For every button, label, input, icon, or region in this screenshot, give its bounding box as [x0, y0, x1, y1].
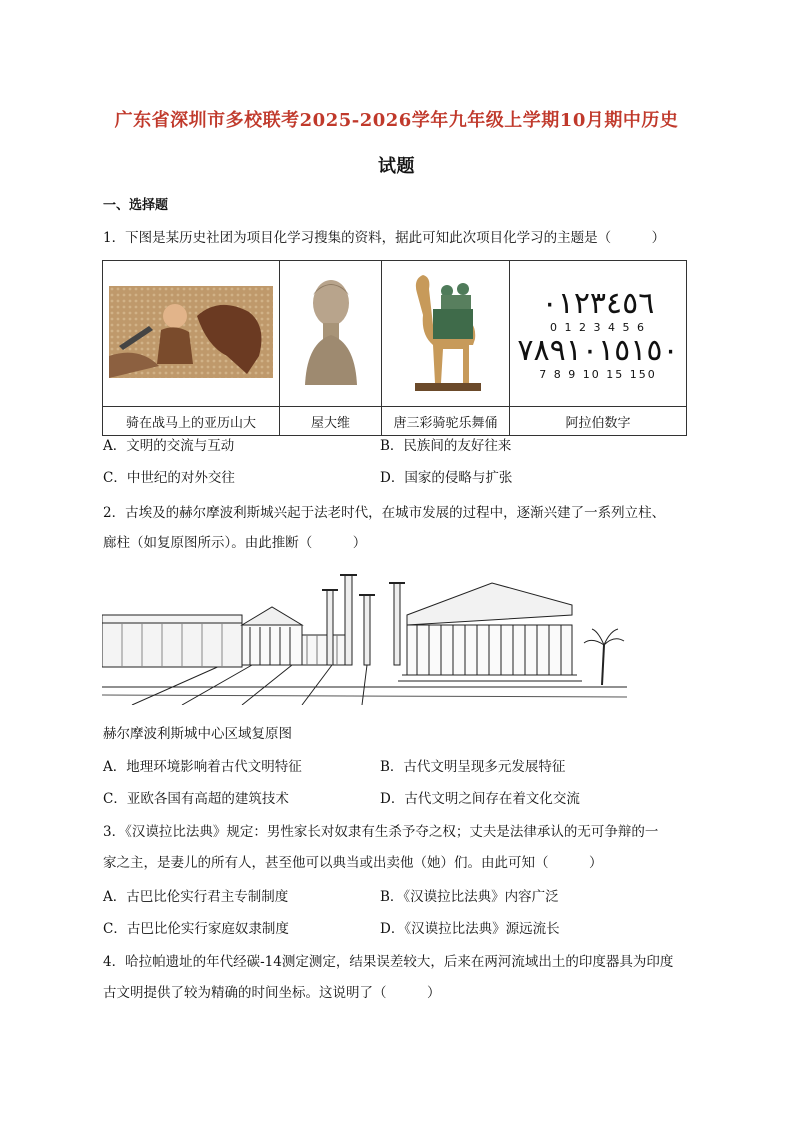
arabic-digits-row1: ٠١٢٣٤٥٦	[541, 285, 655, 321]
q1-option-d: D．国家的侵略与扩张	[380, 470, 513, 486]
q2-option-d: D．古代文明之间存在着文化交流	[380, 791, 580, 807]
q1-option-c: C．中世纪的对外交往	[103, 470, 235, 486]
latin-digits-row2: 7 8 9 10 15 150	[539, 367, 657, 381]
section-heading: 一、选择题	[103, 198, 169, 213]
q2-option-a: A．地理环境影响着古代文明特征	[103, 759, 302, 775]
q1-option-a: A．文明的交流与互动	[103, 438, 235, 454]
latin-digits-row1: 0 1 2 3 4 5 6	[550, 320, 646, 334]
q1-option-b: B．民族间的友好往来	[380, 438, 512, 454]
q2-option-c: C．亚欧各国有高超的建筑技术	[103, 791, 289, 807]
q2-stem-line2: 廊柱（如复原图所示）。由此推断（ ）	[103, 535, 367, 551]
q2-option-b: B．古代文明呈现多元发展特征	[380, 759, 566, 775]
q3-stem-line1: 3．《汉谟拉比法典》规定：男性家长对奴隶有生杀予夺之权；丈夫是法律承认的无可争辩的一	[103, 824, 659, 840]
q4-stem-line1: 4．哈拉帕遗址的年代经碳-14测定测定，结果误差较大，后来在两河流域出土的印度器具为印度	[103, 954, 674, 970]
q1-stem: 1．下图是某历史社团为项目化学习搜集的资料，据此可知此次项目化学习的主题是（ ）	[103, 230, 666, 246]
alexander-mosaic-image	[103, 261, 280, 407]
q2-stem-line1: 2．古埃及的赫尔摩波利斯城兴起于法老时代，在城市发展的过程中，逐渐兴建了一系列立柱、	[103, 505, 666, 521]
q3-option-c: C．古巴比伦实行家庭奴隶制度	[103, 921, 289, 937]
alexander-mosaic-icon	[109, 286, 273, 378]
q3-option-d: D．《汉谟拉比法典》源远流长	[380, 921, 560, 937]
caption-octavian: 屋大维	[280, 407, 382, 436]
q3-option-b: B．《汉谟拉比法典》内容广泛	[380, 889, 559, 905]
q4-stem-line2: 古文明提供了较为精确的时间坐标。这说明了（ ）	[103, 985, 441, 1001]
caption-arabic-numerals: 阿拉伯数字	[510, 407, 687, 436]
arabic-digits-row2: ٧٨٩١٠١٥١٥٠	[517, 332, 679, 368]
q1-image-table	[102, 260, 687, 436]
caption-alexander: 骑在战马上的亚历山大	[103, 407, 280, 436]
tang-camel-figure-image	[382, 261, 510, 407]
arabic-numerals-image	[510, 261, 687, 407]
q3-option-a: A．古巴比伦实行君主专制制度	[103, 889, 289, 905]
doc-title-line2: 试题	[378, 156, 415, 177]
bust-icon	[299, 273, 363, 391]
hermopolis-reconstruction-drawing	[102, 565, 627, 705]
q3-stem-line2: 家之主，是妻儿的所有人，甚至他可以典当或出卖他（她）们。由此可知（ ）	[103, 855, 603, 871]
camel-figure-icon	[403, 265, 489, 399]
q2-figure-caption: 赫尔摩波利斯城中心区域复原图	[103, 726, 292, 742]
octavian-bust-image	[280, 261, 382, 407]
doc-title-line1: 广东省深圳市多校联考2025-2026学年九年级上学期10月期中历史	[114, 110, 679, 131]
caption-camel-figure: 唐三彩骑驼乐舞俑	[382, 407, 510, 436]
